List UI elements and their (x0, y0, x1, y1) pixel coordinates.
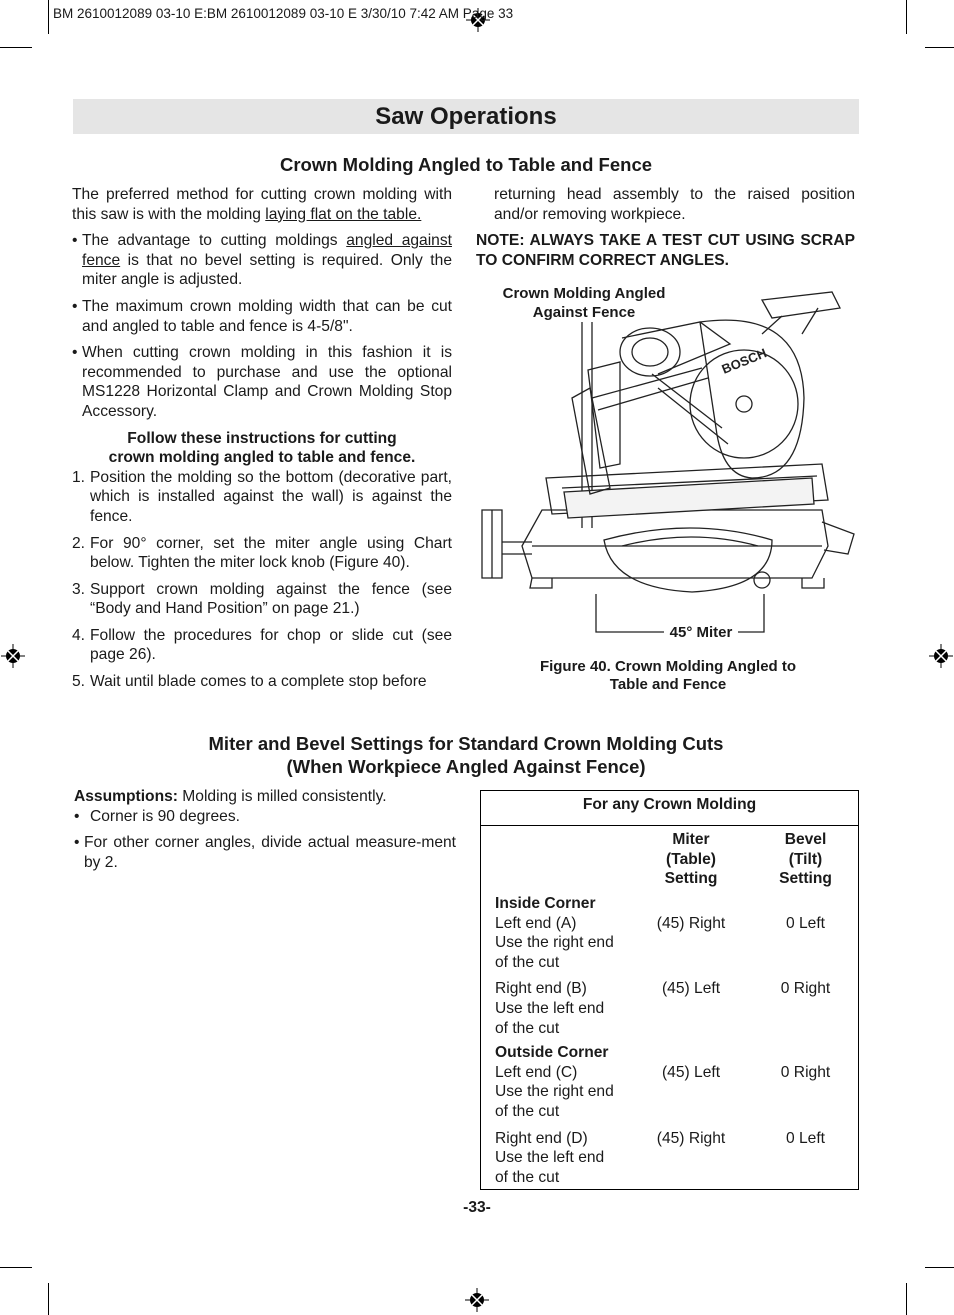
figure-label-miter: 45° Miter (669, 624, 733, 641)
crop-mark (48, 1283, 49, 1315)
miter-value: (45) Left (661, 980, 721, 998)
figure-label-molding: Crown Molding Angled Against Fence (502, 285, 666, 321)
registration-mark-icon (1, 644, 25, 668)
assumptions-line: Assumptions: Molding is milled consistently. (74, 788, 387, 805)
column-header-bevel: Bevel (Tilt) Setting (779, 831, 832, 888)
brand-text: BOSCH (719, 345, 769, 377)
step-continuation: returning head assembly to the raised position and/or removing workpiece. (494, 186, 855, 223)
table-row (481, 1063, 858, 1129)
bevel-value: 0 Right (780, 1063, 831, 1081)
row-label: Left end (A) Use the right end of the cut (495, 914, 614, 971)
section-title: Saw Operations (73, 99, 859, 134)
bevel-value: 0 Left (786, 1129, 826, 1147)
step-item: 2. For 90° corner, set the miter angle using Chart below. Tighten the miter lock knob (Figure 40). (72, 534, 452, 572)
table-row (481, 914, 858, 980)
crop-mark (906, 0, 907, 34)
bullet-item: • The advantage to cutting moldings angled against fence is that no bevel setting is required. Only the miter angle is adjusted. (72, 231, 452, 290)
column-header-miter: Miter (Table) Setting (664, 831, 718, 888)
left-column (72, 185, 452, 692)
crop-mark (925, 1267, 954, 1268)
instructions-heading: Follow these instructions for cutting crown molding angled to table and fence. (108, 429, 416, 467)
miter-value: (45) Left (661, 1063, 721, 1081)
crop-mark (48, 0, 49, 34)
bevel-value: 0 Right (780, 980, 831, 998)
crop-mark (0, 1267, 32, 1268)
step-item: 5. Wait until blade comes to a complete stop before (72, 673, 427, 691)
bullet-item: • The maximum crown molding width that can be cut and angled to table and fence is 4-5/8". (72, 297, 452, 336)
bullet-item: • For other corner angles, divide actual measure-ment by 2. (74, 833, 456, 872)
table-group-heading: Outside Corner (495, 1044, 609, 1062)
row-label: Right end (B) Use the left end of the cut (495, 980, 605, 1037)
row-label: Right end (D) Use the left end of the cut (495, 1129, 605, 1186)
miter-value: (45) Right (656, 1129, 726, 1147)
step-item: 1. Position the molding so the bottom (decorative part, which is installed against the wall) is against the fence. (72, 468, 452, 525)
settings-table-grid (481, 791, 858, 1189)
right-column (476, 185, 855, 270)
crop-mark (0, 47, 32, 48)
crop-mark (906, 1283, 907, 1315)
bullet-item: • When cutting crown molding in this fashion it is recommended to purchase and use the optional MS1228 Horizontal Clamp and Crown Molding Stop Accessory. (72, 343, 452, 421)
assumptions (74, 787, 456, 872)
page-number: -33- (463, 1199, 491, 1216)
miter-saw-illustration (472, 278, 864, 644)
figure-caption: Figure 40. Crown Molding Angled to Table and Fence (539, 658, 797, 693)
step-item: 3. Support crown molding against the fence (see “Body and Hand Position” on page 21.) (72, 580, 452, 618)
miter-value: (45) Right (656, 914, 726, 932)
crop-mark (925, 47, 954, 48)
bevel-value: 0 Left (786, 914, 826, 932)
table-row (481, 1129, 858, 1190)
settings-table (480, 790, 859, 1190)
bullet-item: • Corner is 90 degrees. (74, 807, 456, 827)
table-header-row (481, 826, 858, 895)
row-label: Left end (C) Use the right end of the cut (495, 1063, 614, 1120)
settings-heading: Miter and Bevel Settings for Standard Crown Molding Cuts (When Workpiece Angled Against Fence) (208, 733, 724, 777)
print-slug: BM 2610012089 03-10 E:BM 2610012089 03-10 E 3/30/10 7:42 AM Page 33 (53, 6, 514, 21)
registration-mark-icon (929, 644, 953, 668)
table-group-heading: Inside Corner (495, 895, 596, 912)
section-heading: Crown Molding Angled to Table and Fence (279, 154, 653, 175)
table-row (481, 979, 858, 1043)
intro-paragraph: The preferred method for cutting crown molding with this saw is with the molding laying flat on the table. (72, 186, 452, 223)
table-title: For any Crown Molding (481, 791, 858, 826)
registration-mark-icon (465, 1288, 489, 1312)
step-item: 4. Follow the procedures for chop or slide cut (see page 26). (72, 626, 452, 664)
note: NOTE: ALWAYS TAKE A TEST CUT USING SCRAP TO CONFIRM CORRECT ANGLES. (476, 232, 855, 269)
